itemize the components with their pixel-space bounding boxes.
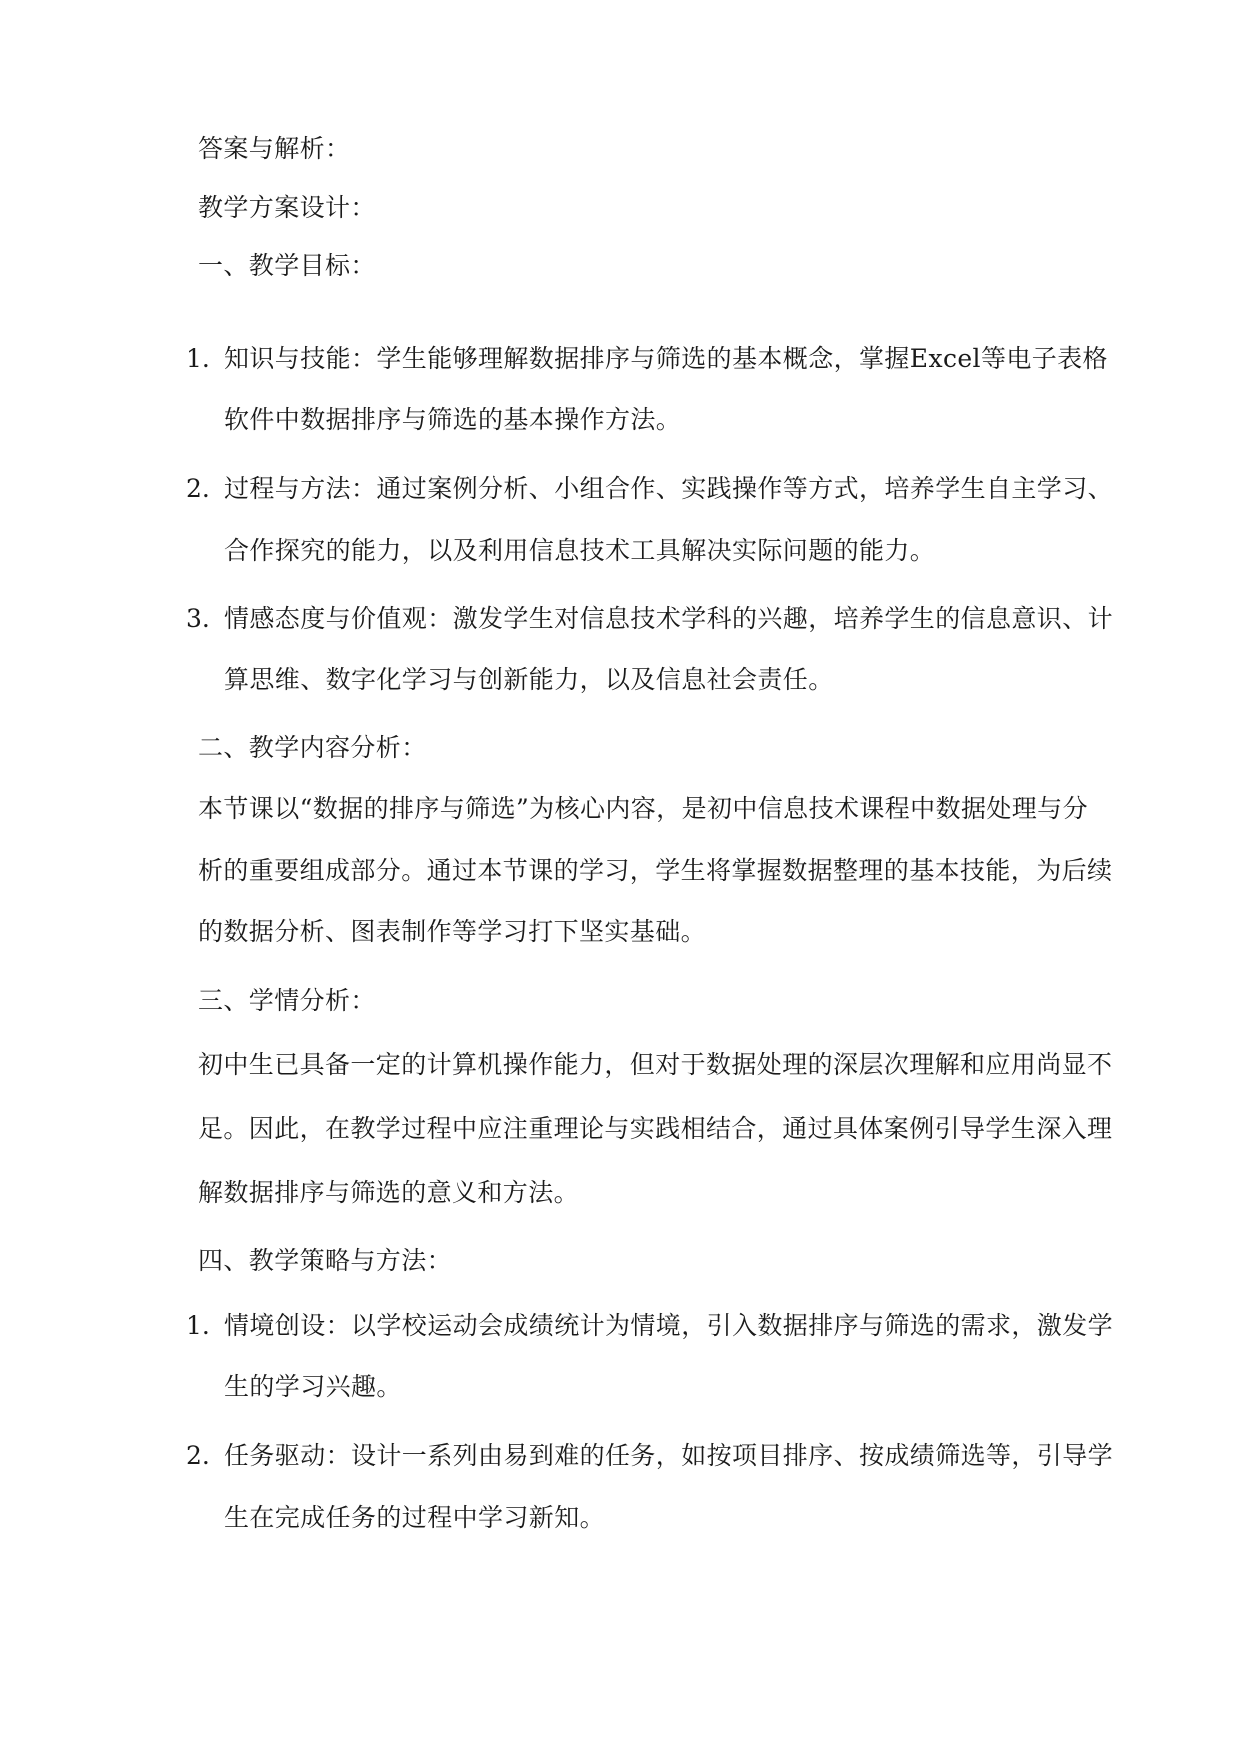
paragraph-line: 析的重要组成部分。通过本节课的学习，学生将掌握数据整理的基本技能，为后续 [198,856,1113,885]
list-item-text: 生的学习兴趣。 [224,1372,402,1401]
section-title: 四、教学策略与方法： [198,1246,453,1275]
paragraph-line: 本节课以“数据的排序与筛选”为核心内容，是初中信息技术课程中数据处理与分 [198,794,1088,823]
list-item-text: 算思维、数字化学习与创新能力，以及信息社会责任。 [224,665,834,694]
list-item-text: 合作探究的能力，以及利用信息技术工具解决实际问题的能力。 [224,536,936,565]
paragraph-line: 解数据排序与筛选的意义和方法。 [198,1178,580,1207]
list-item-text: 知识与技能：学生能够理解数据排序与筛选的基本概念，掌握Excel等电子表格 [224,344,1108,373]
list-item-number: 1. [186,344,210,373]
paragraph-line: 的数据分析、图表制作等学习打下坚实基础。 [198,917,707,946]
list-item-text: 情感态度与价值观：激发学生对信息技术学科的兴趣，培养学生的信息意识、计 [224,604,1114,633]
list-item-number: 3. [186,604,210,633]
section-title: 一、教学目标： [198,251,376,280]
list-item-text: 情境创设：以学校运动会成绩统计为情境，引入数据排序与筛选的需求，激发学 [224,1311,1114,1340]
section-title: 二、教学内容分析： [198,733,427,762]
list-item-number: 2. [186,474,210,503]
list-item-text: 过程与方法：通过案例分析、小组合作、实践操作等方式，培养学生自主学习、 [224,474,1114,503]
list-item-text: 任务驱动：设计一系列由易到难的任务，如按项目排序、按成绩筛选等，引导学 [224,1441,1114,1470]
heading-answer: 答案与解析： [198,134,351,163]
paragraph-line: 足。因此，在教学过程中应注重理论与实践相结合，通过具体案例引导学生深入理 [198,1114,1113,1143]
paragraph-line: 初中生已具备一定的计算机操作能力，但对于数据处理的深层次理解和应用尚显不 [198,1050,1113,1079]
list-item-number: 1. [186,1311,210,1340]
section-title: 三、学情分析： [198,986,376,1015]
list-item-text: 生在完成任务的过程中学习新知。 [224,1503,606,1532]
list-item-text: 软件中数据排序与筛选的基本操作方法。 [224,405,682,434]
list-item-number: 2. [186,1441,210,1470]
heading-plan: 教学方案设计： [198,193,376,222]
